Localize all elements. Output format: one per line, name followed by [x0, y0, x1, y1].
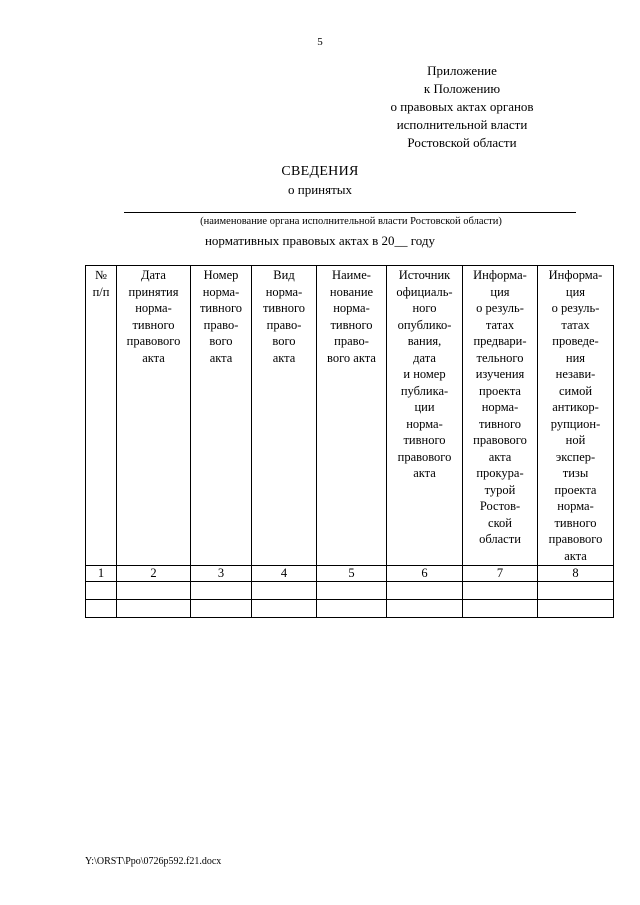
header-line: акта — [142, 350, 165, 365]
header-line: Вид — [273, 268, 295, 282]
organ-name-hint: (наименование органа исполнительной власти Ростовской области) — [200, 216, 502, 227]
header-cell — [317, 266, 387, 566]
header-line: публика- — [400, 383, 449, 398]
header-cell — [117, 266, 191, 566]
header-line: опублико- — [397, 317, 452, 332]
header-line: тивного — [478, 416, 522, 431]
header-line: тивного — [262, 301, 306, 315]
table-row — [86, 600, 614, 618]
header-cell — [538, 266, 614, 566]
header-line: официаль- — [396, 284, 453, 299]
acts-register-table — [85, 265, 614, 618]
header-line: изучения — [475, 367, 525, 381]
header-line: Дата — [141, 268, 166, 282]
header-line: проекта — [479, 383, 521, 398]
header-line: норма- — [333, 301, 370, 315]
header-line: прокура- — [476, 466, 524, 480]
appendix-line: к Положению — [423, 81, 501, 96]
header-line: вого — [209, 334, 233, 348]
header-line: ция — [565, 284, 586, 299]
header-line: проекта — [554, 482, 597, 497]
header-line: Ростов- — [479, 499, 521, 513]
header-line: ного — [412, 301, 437, 315]
header-line: Номер — [203, 268, 239, 282]
column-number: 4 — [252, 566, 317, 582]
header-line: нование — [329, 284, 374, 299]
table-cell — [86, 582, 117, 600]
header-line: Наиме- — [332, 268, 371, 282]
header-line: ция — [490, 284, 510, 299]
document-subtitle-continued: нормативных правовых актах в 20__ году — [204, 233, 436, 248]
table-row — [86, 582, 614, 600]
header-line: норма- — [135, 301, 172, 315]
table-cell — [317, 600, 387, 618]
header-line: норма- — [481, 400, 519, 414]
header-line: дата — [413, 350, 436, 365]
table-cell — [252, 600, 317, 618]
header-line: тельного — [476, 350, 524, 365]
header-line: норма- — [265, 284, 303, 299]
header-line: правового — [473, 433, 527, 447]
header-cell — [191, 266, 252, 566]
header-line: правового — [548, 532, 603, 546]
column-number: 1 — [86, 566, 117, 582]
table-cell — [117, 600, 191, 618]
header-cell — [463, 266, 538, 566]
header-line: вого — [272, 334, 296, 348]
header-line: проведе- — [552, 334, 599, 348]
table-cell — [191, 582, 252, 600]
column-number: 3 — [191, 566, 252, 582]
appendix-line: Приложение — [427, 63, 497, 78]
table-cell — [538, 600, 614, 618]
header-line: акта — [413, 466, 436, 480]
header-line: тизы — [562, 466, 589, 480]
header-line: тивного — [199, 301, 243, 315]
header-line: акта — [209, 350, 233, 365]
organ-name-blank-line — [124, 212, 576, 213]
table-cell — [86, 600, 117, 618]
table-header-row — [86, 266, 614, 566]
table-cell — [463, 582, 538, 600]
table-cell — [317, 582, 387, 600]
header-line: турой — [484, 482, 516, 497]
header-line: № — [95, 268, 107, 282]
header-line: татах — [561, 317, 590, 332]
header-line: акта — [564, 548, 587, 563]
document-subtitle: о принятых — [287, 182, 353, 197]
table-cell — [538, 582, 614, 600]
header-cell — [387, 266, 463, 566]
header-line: вого акта — [327, 350, 376, 365]
header-line: норма- — [406, 416, 443, 431]
header-cell — [252, 266, 317, 566]
header-line: тивного — [554, 515, 597, 530]
header-line: акта — [488, 449, 512, 464]
header-line: право- — [266, 317, 302, 332]
header-line: рупцион- — [550, 416, 601, 431]
header-line: правового — [126, 334, 181, 348]
header-line: Информа- — [473, 268, 527, 282]
header-line: о резуль- — [476, 301, 524, 315]
header-line: тивного — [330, 317, 373, 332]
table-cell — [191, 600, 252, 618]
header-line: незави- — [555, 367, 596, 381]
column-number: 2 — [117, 566, 191, 582]
header-line: симой — [558, 383, 593, 398]
table-cell — [463, 600, 538, 618]
header-line: ской — [488, 515, 512, 530]
appendix-block — [342, 62, 582, 152]
header-line: Информа- — [548, 268, 603, 282]
header-line: области — [479, 532, 521, 546]
header-line: правового — [397, 449, 452, 464]
header-line: предвари- — [473, 334, 527, 348]
appendix-line: о правовых актах органов — [390, 99, 534, 114]
header-line: тивного — [403, 433, 446, 447]
header-line: ной — [565, 433, 586, 447]
column-number: 7 — [463, 566, 538, 582]
header-line: п/п — [92, 284, 110, 299]
header-line: тивного — [132, 317, 175, 332]
header-line: норма- — [557, 499, 594, 513]
column-number-row — [86, 566, 614, 582]
column-number: 6 — [387, 566, 463, 582]
column-number: 8 — [538, 566, 614, 582]
header-line: ния — [565, 350, 586, 365]
table-cell — [117, 582, 191, 600]
header-cell — [86, 266, 117, 566]
page-number: 5 — [317, 36, 323, 48]
header-line: принятия — [128, 284, 179, 299]
header-line: экспер- — [555, 449, 596, 464]
header-line: и номер — [403, 367, 446, 381]
header-line: акта — [272, 350, 296, 365]
document-title: СВЕДЕНИЯ — [281, 164, 359, 179]
header-line: право- — [203, 317, 239, 332]
header-line: норма- — [202, 284, 240, 299]
appendix-line: исполнительной власти — [396, 117, 528, 132]
header-line: право- — [334, 334, 369, 348]
header-line: татах — [485, 317, 515, 332]
appendix-line: Ростовской области — [407, 135, 517, 150]
header-line: Источник — [398, 268, 451, 282]
file-path-footer: Y:\ORST\Ppo\0726p592.f21.docx — [85, 856, 222, 867]
header-line: вания, — [407, 334, 442, 348]
table-cell — [387, 600, 463, 618]
column-number: 5 — [317, 566, 387, 582]
header-line: ции — [414, 400, 435, 414]
table-cell — [387, 582, 463, 600]
header-line: антикор- — [552, 400, 599, 414]
header-line: о резуль- — [551, 301, 600, 315]
table-cell — [252, 582, 317, 600]
